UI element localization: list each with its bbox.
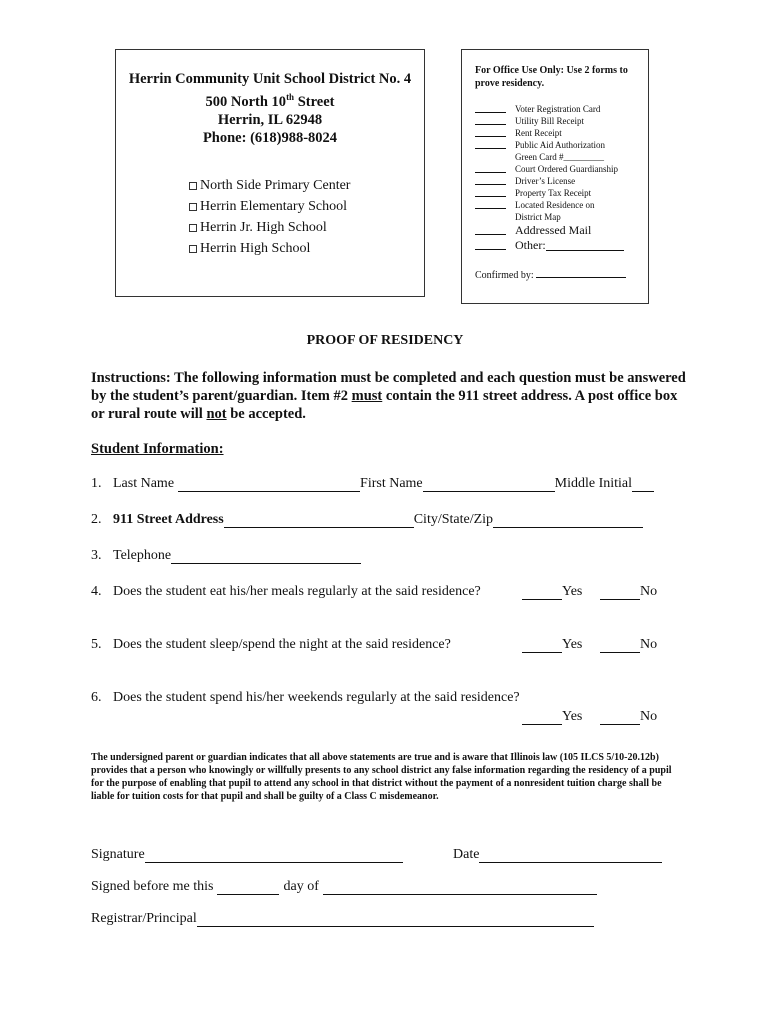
page-title: PROOF OF RESIDENCY — [306, 333, 464, 348]
office-use-box — [461, 49, 649, 304]
registrar-field[interactable] — [197, 912, 594, 927]
registrar-row: Registrar/Principal — [91, 911, 594, 927]
office-item-addressed-mail[interactable]: Addressed Mail — [475, 223, 647, 238]
office-item-public-aid[interactable]: Public Aid Authorization — [475, 139, 647, 151]
question-6: 6. Does the student spend his/her weekends regularly at the said residence? — [91, 690, 520, 705]
district-name: Herrin Community Unit School District No. 4 — [128, 71, 412, 87]
question-4: 4. Does the student eat his/her meals regularly at the said residence? — [91, 584, 481, 599]
office-item-guardianship[interactable]: Court Ordered Guardianship — [475, 163, 647, 175]
school-checklist — [189, 175, 350, 259]
street-address-field[interactable] — [224, 513, 414, 528]
confirmed-by-field[interactable] — [536, 267, 626, 278]
office-use-title: For Office Use Only: Use 2 forms to prove residency. — [475, 65, 628, 89]
q4-no[interactable]: No — [600, 584, 657, 600]
other-field[interactable] — [546, 238, 624, 251]
instructions: Instructions: The following information must be completed and each question must be answered by the student’s parent/guardian. Item #2 must contain the 911 street address. A post office box or rural route will not be accepted. — [91, 370, 686, 422]
question-5: 5. Does the student sleep/spend the night at the said residence? — [91, 637, 451, 652]
checkbox[interactable] — [189, 182, 197, 190]
district-header — [116, 70, 424, 147]
school-option-elementary[interactable]: Herrin Elementary School — [189, 196, 350, 217]
district-info-box — [115, 49, 425, 297]
office-item-property-tax[interactable]: Property Tax Receipt — [475, 187, 647, 199]
q5-yes[interactable]: Yes — [522, 637, 582, 653]
first-name-field[interactable] — [423, 477, 555, 492]
signature-field[interactable] — [145, 848, 403, 863]
office-item-green-card: Green Card #_________ — [515, 152, 604, 162]
middle-initial-field[interactable] — [632, 477, 654, 492]
last-name-field[interactable] — [178, 477, 360, 492]
q5-no[interactable]: No — [600, 637, 657, 653]
checkbox[interactable] — [189, 203, 197, 211]
confirmed-by: Confirmed by: — [475, 267, 626, 281]
date-field[interactable] — [479, 848, 662, 863]
q6-yes[interactable]: Yes — [522, 709, 582, 725]
school-option-north-side[interactable]: North Side Primary Center — [189, 175, 350, 196]
question-2: 2. 911 Street Address City/State/Zip — [91, 512, 643, 528]
office-item-rent-receipt[interactable]: Rent Receipt — [475, 127, 647, 139]
district-city: Herrin, IL 62948 — [217, 111, 323, 128]
question-3: 3. Telephone — [91, 548, 361, 564]
school-option-jr-high[interactable]: Herrin Jr. High School — [189, 217, 350, 238]
office-item-other[interactable]: Other: — [475, 238, 647, 253]
signed-before-row: Signed before me this day of — [91, 879, 597, 895]
question-1: 1. Last Name First Name Middle Initial — [91, 476, 654, 492]
signed-month-field[interactable] — [323, 880, 597, 895]
district-phone: Phone: (618)988-8024 — [202, 129, 338, 146]
office-item-utility-bill[interactable]: Utility Bill Receipt — [475, 115, 647, 127]
office-item-located-residence[interactable]: Located Residence on — [475, 199, 647, 211]
section-student-info: Student Information: — [91, 441, 224, 457]
district-street: 500 North 10th Street — [205, 92, 335, 110]
office-checklist — [475, 103, 647, 253]
checkbox[interactable] — [189, 245, 197, 253]
office-item-drivers-license[interactable]: Driver’s License — [475, 175, 647, 187]
school-option-high-school[interactable]: Herrin High School — [189, 238, 350, 259]
q6-no[interactable]: No — [600, 709, 657, 725]
checkbox[interactable] — [189, 224, 197, 232]
city-state-zip-field[interactable] — [493, 513, 643, 528]
signature-row: Signature — [91, 847, 403, 863]
date-row: Date — [453, 847, 662, 863]
office-item-voter-card[interactable]: Voter Registration Card — [475, 103, 647, 115]
signed-day-field[interactable] — [217, 880, 279, 895]
q4-yes[interactable]: Yes — [522, 584, 582, 600]
telephone-field[interactable] — [171, 549, 361, 564]
legal-statement: The undersigned parent or guardian indicates that all above statements are true and is aware that Illinois law (105 ILCS 5/10-20.12b) provides that a person who knowingly or willfully presents to any school district any false information regarding the residency of a pupil for the purpose of enabling that pupil to attend any school in that district without the payment of a nonresident tuition charge shall be liable for tuition costs for that pupil and shall be guilty of a Class C misdemeanor. — [91, 752, 672, 802]
office-item-district-map: District Map — [515, 212, 561, 222]
